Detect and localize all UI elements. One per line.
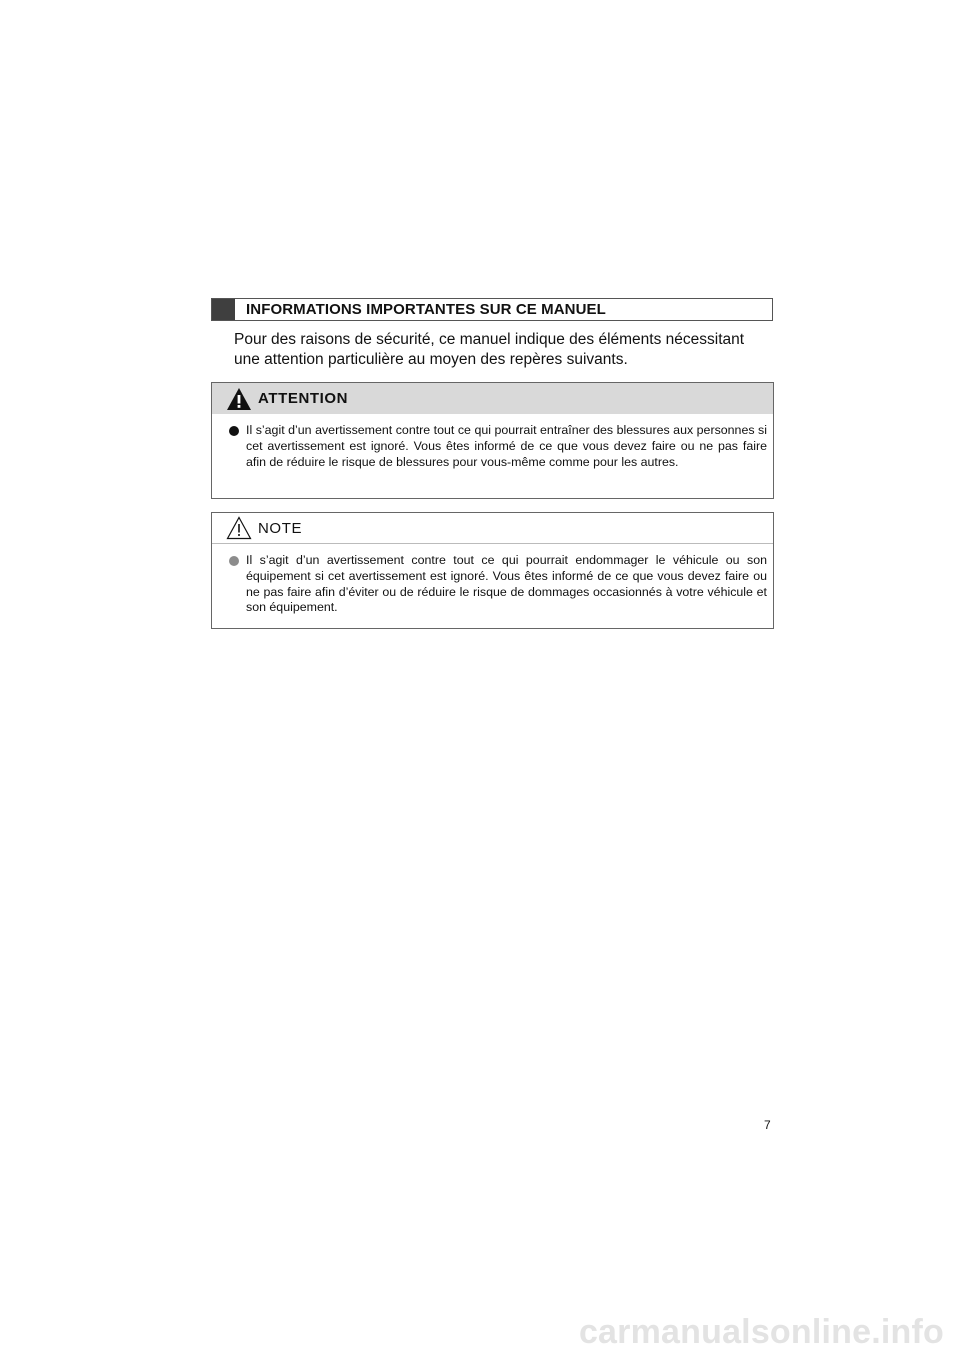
warning-triangle-icon bbox=[226, 387, 252, 411]
bullet-icon bbox=[229, 426, 239, 436]
bullet-icon bbox=[229, 556, 239, 566]
note-item bbox=[229, 553, 767, 616]
attention-item bbox=[229, 423, 767, 470]
attention-header bbox=[212, 383, 773, 414]
note-text: Il s’agit d’un avertissement contre tout ce qui pourrait endommager le véhicule ou son équipement si cet avertissement est ignoré. Vous êtes informé de ce que vous devez faire ou ne pas faire afin d’éviter ou de réduire le risque de dommages occasionnés à votre véhicule et son équipement. bbox=[246, 553, 767, 615]
warning-triangle-outline-icon bbox=[226, 516, 252, 540]
attention-label: ATTENTION bbox=[258, 390, 349, 407]
attention-text: Il s’agit d’un avertissement contre tout ce qui pourrait entraîner des blessures aux personnes si cet avertissement est ignoré. Vous êtes informé de ce que vous devez faire ou ne pas faire afin de réduire le risque de blessures pour vous-même comme pour les autres. bbox=[246, 423, 767, 469]
section-header bbox=[211, 298, 773, 321]
attention-body bbox=[212, 414, 773, 470]
attention-box bbox=[211, 382, 774, 499]
section-header-tab bbox=[212, 299, 235, 320]
watermark-logo: carmanualsonline.info bbox=[578, 1313, 944, 1351]
page-number: 7 bbox=[764, 1118, 771, 1132]
section-title: INFORMATIONS IMPORTANTES SUR CE MANUEL bbox=[246, 301, 606, 318]
note-body bbox=[212, 544, 773, 616]
note-box bbox=[211, 512, 774, 629]
note-label: NOTE bbox=[258, 519, 303, 537]
note-header bbox=[212, 513, 773, 544]
intro-paragraph: Pour des raisons de sécurité, ce manuel indique des éléments nécessitant une attention particulière au moyen des repères suivants. bbox=[234, 331, 745, 368]
